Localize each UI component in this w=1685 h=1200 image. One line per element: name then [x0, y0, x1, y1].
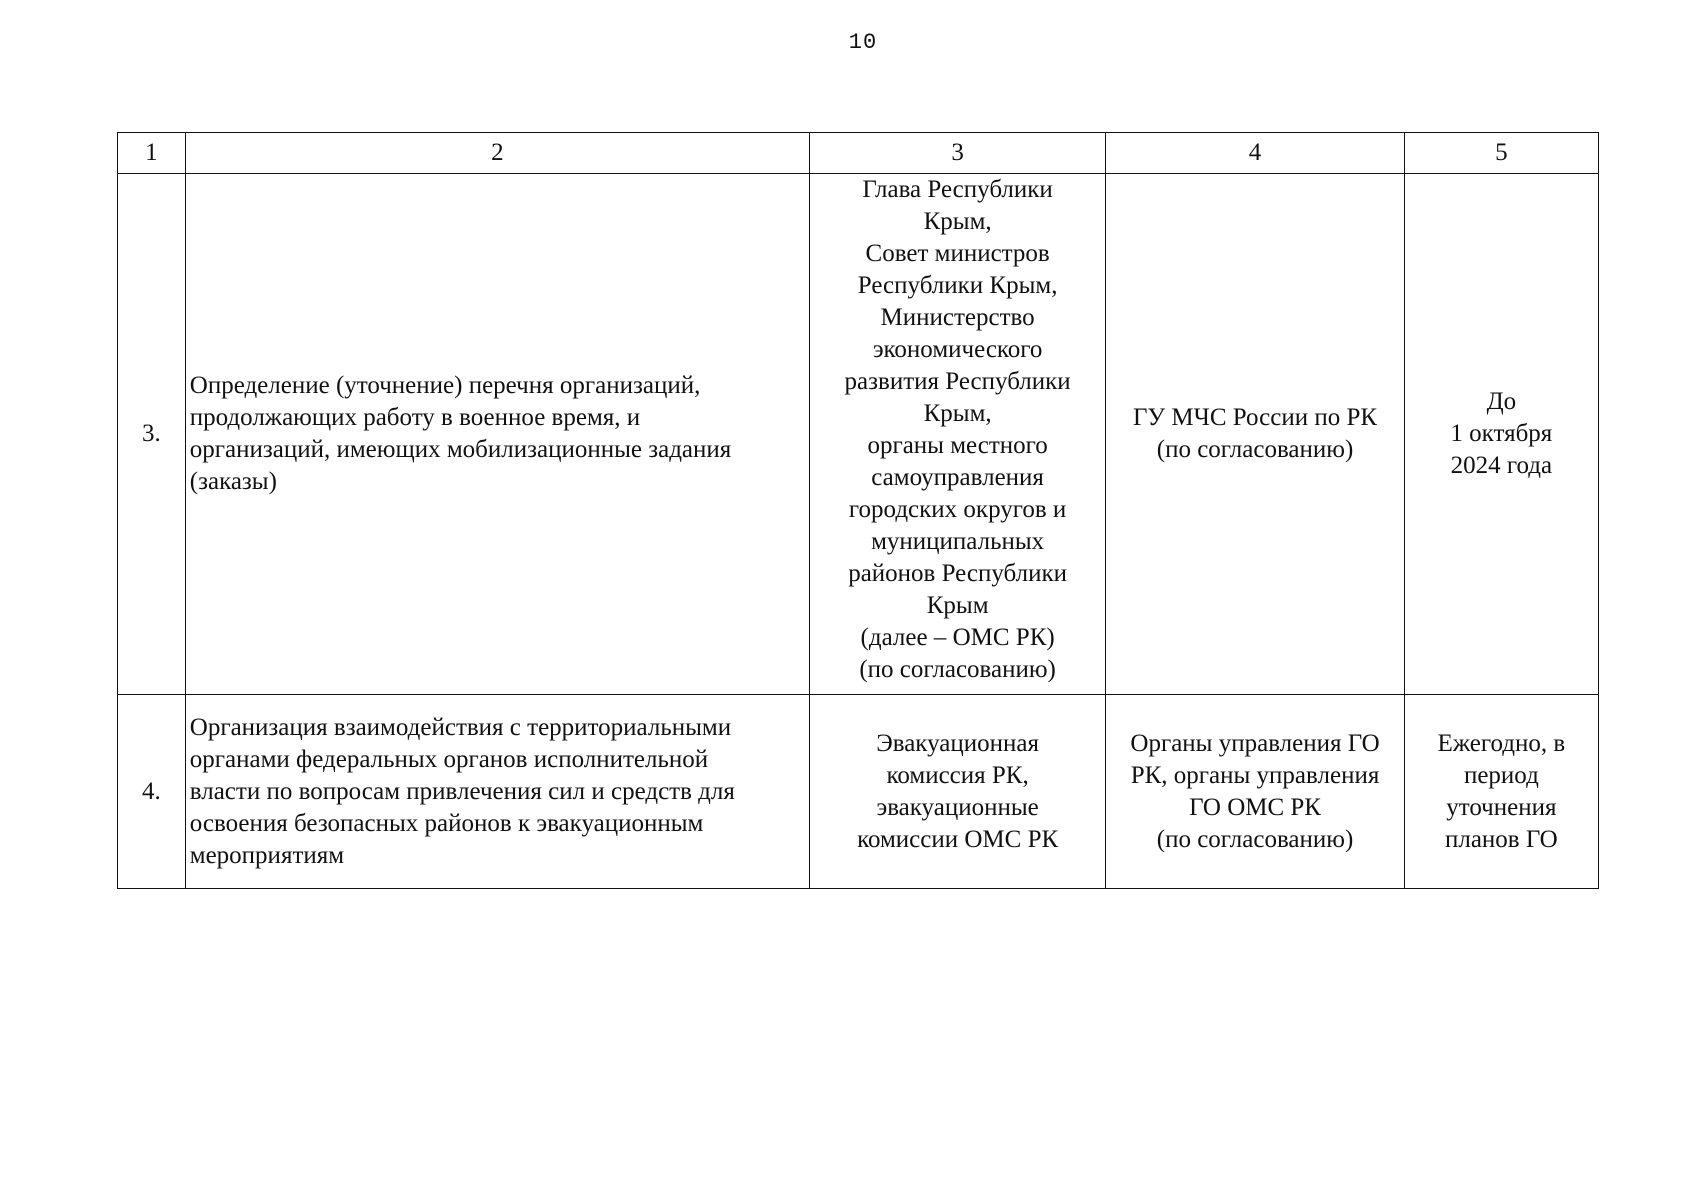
responsible-line: комиссии ОМС РК [857, 825, 1059, 853]
responsible-line: Глава Республики [862, 176, 1053, 203]
column-header-1: 1 [118, 133, 186, 174]
page-number: 10 [848, 30, 878, 55]
responsible-line: комиссия РК, [886, 761, 1029, 789]
measure-line: мероприятиям [189, 841, 345, 869]
measure-line: органами федеральных органов исполнительной [189, 745, 709, 773]
measure-line: власти по вопросам привлечения сил и средств для [189, 777, 735, 805]
deadline-line: уточнения [1446, 793, 1557, 821]
responsible-line: экономического [872, 336, 1043, 363]
table-header-row [118, 133, 1599, 174]
responsible-line: органы местного [867, 432, 1048, 459]
measure-line: (заказы) [189, 468, 277, 495]
coexecutors-cell [1106, 174, 1404, 695]
plan-table [117, 132, 1599, 889]
coexecutors-cell [1106, 695, 1404, 889]
responsible-cell [809, 695, 1105, 889]
coexecutors-line: ГУ МЧС России по РК [1132, 404, 1378, 431]
deadline-line: 2024 года [1450, 452, 1553, 479]
responsible-line: Министерство [880, 304, 1035, 331]
row-number: 4. [118, 695, 186, 889]
coexecutors-line: (по согласованию) [1156, 825, 1354, 853]
column-header-3: 3 [809, 133, 1105, 174]
responsible-line: (по согласованию) [859, 656, 1056, 683]
measure-cell [185, 695, 809, 889]
column-header-2: 2 [185, 133, 809, 174]
responsible-line: муниципальных [871, 528, 1045, 555]
measure-line: Определение (уточнение) перечня организаций, [189, 372, 701, 399]
column-header-4: 4 [1106, 133, 1404, 174]
measure-line: Организация взаимодействия с территориальными [189, 713, 732, 741]
measure-cell [185, 174, 809, 695]
table-row [118, 174, 1599, 695]
responsible-line: Эвакуационная [876, 729, 1039, 757]
deadline-cell [1404, 695, 1598, 889]
responsible-line: Крым, [923, 208, 992, 235]
coexecutors-line: Органы управления ГО [1130, 729, 1380, 757]
responsible-line: районов Республики [848, 560, 1068, 587]
responsible-line: (далее – ОМС РК) [860, 624, 1055, 651]
responsible-line: городских округов и [848, 496, 1067, 523]
responsible-line: развития Республики [844, 368, 1071, 395]
deadline-line: планов ГО [1444, 825, 1558, 853]
responsible-line: Совет министров [865, 240, 1050, 267]
responsible-line: Крым, [923, 400, 992, 427]
responsible-line: Республики Крым, [857, 272, 1058, 299]
coexecutors-line: (по согласованию) [1156, 436, 1354, 463]
responsible-line: Крым [926, 592, 989, 619]
coexecutors-line: РК, органы управления [1130, 761, 1380, 789]
row-number: 3. [118, 174, 186, 695]
measure-line: организаций, имеющих мобилизационные задания [189, 436, 732, 463]
deadline-line: Ежегодно, в [1437, 729, 1566, 757]
deadline-line: период [1463, 761, 1539, 789]
deadline-line: 1 октября [1450, 420, 1553, 447]
table-row [118, 695, 1599, 889]
deadline-line: До [1486, 388, 1517, 415]
measure-line: освоения безопасных районов к эвакуационным [189, 809, 704, 837]
responsible-line: эвакуационные [876, 793, 1039, 821]
responsible-cell [809, 174, 1105, 695]
deadline-cell [1404, 174, 1598, 695]
measure-line: продолжающих работу в военное время, и [189, 404, 641, 431]
column-header-5: 5 [1404, 133, 1598, 174]
responsible-line: самоуправления [871, 464, 1044, 491]
coexecutors-line: ГО ОМС РК [1189, 793, 1321, 821]
